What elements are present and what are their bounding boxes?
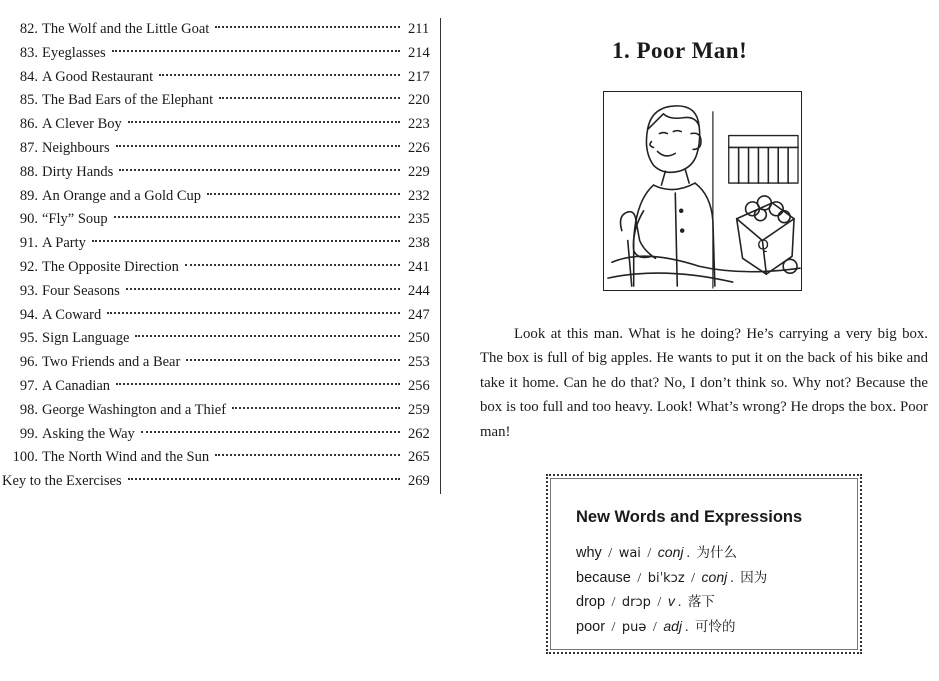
toc-row xyxy=(0,327,440,351)
toc-title: George Washington and a Thief xyxy=(42,401,227,418)
toc-leader-dots xyxy=(116,145,400,147)
toc-title: A Good Restaurant xyxy=(42,68,154,85)
vocab-separator: / xyxy=(643,546,655,561)
toc-leader-dots xyxy=(128,121,400,123)
lesson-illustration xyxy=(603,91,802,291)
toc-number: 83. xyxy=(19,44,38,61)
toc-row xyxy=(0,185,440,209)
toc-row xyxy=(0,66,440,90)
toc-page-number: 235 xyxy=(408,211,430,228)
toc-leader-dots xyxy=(207,193,400,195)
vocab-separator: / xyxy=(633,570,645,586)
toc-page-number: 220 xyxy=(408,92,430,109)
vocab-box xyxy=(546,474,862,654)
toc-row xyxy=(0,351,440,375)
toc-number: 91. xyxy=(19,235,38,252)
toc-page-number: 247 xyxy=(408,306,430,323)
toc-number: 93. xyxy=(19,282,38,299)
toc-page-number: 253 xyxy=(408,354,430,371)
toc-title: “Fly” Soup xyxy=(42,211,108,228)
toc-row xyxy=(0,232,440,256)
man-carrying-apple-box-illustration xyxy=(604,92,801,290)
toc-number: 94. xyxy=(19,306,38,323)
toc-page-number: 211 xyxy=(408,21,430,37)
toc-page-number: 217 xyxy=(408,68,430,85)
toc-leader-dots xyxy=(141,431,400,433)
vocab-part-of-speech: conj xyxy=(701,568,728,585)
toc-row xyxy=(0,446,440,470)
lesson-body-text: Look at this man. What is he doing? He’s carrying a very big box. The box is full of big apples. He wants to put it on the back of his bike and take it home. Can he do that? No, I don’t think so. Why not? Because the box is too full and too heavy. Look! What’s wrong? He drops the box. Poor man! xyxy=(480,326,928,440)
toc-number: 95. xyxy=(19,330,38,347)
toc-title: Four Seasons xyxy=(42,282,120,299)
toc-page-number: 238 xyxy=(408,235,430,252)
toc-page-number: 256 xyxy=(408,377,430,394)
toc-leader-dots xyxy=(135,335,400,337)
toc-title: Two Friends and a Bear xyxy=(42,354,181,371)
toc-title: Asking the Way xyxy=(42,425,135,442)
toc-title: The North Wind and the Sun xyxy=(42,449,210,466)
vocab-phonetic: drɔp xyxy=(621,595,651,610)
vocab-separator: . xyxy=(685,619,692,635)
toc-row xyxy=(0,375,440,399)
toc-page-number: 269 xyxy=(408,473,430,490)
toc-leader-dots xyxy=(107,312,400,314)
toc-number: 82. xyxy=(19,21,38,37)
toc-leader-dots xyxy=(92,240,400,242)
toc-page-number: 265 xyxy=(408,449,430,466)
toc-title: Neighbours xyxy=(42,139,110,156)
vocab-word: drop xyxy=(576,594,606,610)
toc-title: Eyeglasses xyxy=(42,44,106,61)
vocab-item xyxy=(576,614,767,639)
vocab-separator: / xyxy=(649,619,661,635)
toc-title: Dirty Hands xyxy=(42,163,114,180)
toc-title: A Coward xyxy=(42,306,102,323)
toc-number: 85. xyxy=(19,92,38,109)
toc-number: 97. xyxy=(19,377,38,394)
toc-number: 96. xyxy=(19,354,38,371)
vocab-separator: . xyxy=(730,570,738,586)
vocab-phonetic: puə xyxy=(621,619,647,635)
toc-row xyxy=(0,113,440,137)
vocab-meaning: 因为 xyxy=(740,569,768,586)
toc-number: 87. xyxy=(19,139,38,156)
vocab-separator: / xyxy=(608,619,619,635)
toc-number: 90. xyxy=(19,211,38,228)
box-letter: Q xyxy=(757,237,769,254)
vocab-phonetic: wai xyxy=(618,546,641,561)
toc-leader-dots xyxy=(232,407,400,409)
vocab-part-of-speech: v xyxy=(667,593,675,609)
toc-page-number: 259 xyxy=(408,401,430,418)
toc-number: 86. xyxy=(19,116,38,133)
lesson-title: 1. Poor Man! xyxy=(612,38,748,63)
toc-page-number: 229 xyxy=(408,163,430,180)
toc-row xyxy=(0,256,440,280)
toc-leader-dots xyxy=(215,454,400,456)
toc-row xyxy=(0,42,440,66)
toc-title: Key to the Exercises xyxy=(2,473,122,490)
toc-number: 89. xyxy=(19,187,38,204)
vocab-part-of-speech: conj xyxy=(657,544,684,560)
toc-title: A Clever Boy xyxy=(42,116,122,133)
toc-number: 88. xyxy=(19,163,38,180)
toc-leader-dots xyxy=(116,383,400,385)
toc-leader-dots xyxy=(159,74,400,76)
toc-row xyxy=(0,423,440,447)
toc-number: 84. xyxy=(19,68,38,85)
toc-leader-dots xyxy=(128,478,400,480)
vocab-separator: / xyxy=(687,570,699,586)
toc-row xyxy=(0,89,440,113)
toc-page-number: 214 xyxy=(408,44,430,61)
vocab-separator: / xyxy=(608,595,619,610)
vocab-part-of-speech: adj xyxy=(663,617,682,634)
toc-title: Sign Language xyxy=(42,330,130,347)
toc-row-key xyxy=(0,470,440,494)
vocab-meaning: 落下 xyxy=(687,594,715,610)
vocab-item xyxy=(576,565,767,590)
toc-page-number: 241 xyxy=(408,258,430,275)
toc-page-number: 244 xyxy=(408,282,430,299)
toc-leader-dots xyxy=(219,97,400,99)
toc-title: The Bad Ears of the Elephant xyxy=(42,92,214,109)
toc-title: A Party xyxy=(42,235,86,252)
toc-title: A Canadian xyxy=(42,377,111,394)
vocab-word: because xyxy=(576,569,631,586)
toc-page-number: 226 xyxy=(408,139,430,156)
toc-page-number: 232 xyxy=(408,187,430,204)
vocab-word: poor xyxy=(576,618,606,635)
vocab-item xyxy=(576,540,767,565)
vocab-phonetic: biˈkɔz xyxy=(647,570,685,586)
vocab-list xyxy=(576,540,767,638)
vocab-heading: New Words and Expressions xyxy=(576,508,803,526)
toc-number: 98. xyxy=(19,401,38,418)
vocab-separator: . xyxy=(677,595,685,610)
toc-leader-dots xyxy=(185,264,400,266)
toc-page-number: 223 xyxy=(408,116,430,133)
toc-number: 99. xyxy=(19,425,38,442)
vocab-meaning: 可怜的 xyxy=(695,618,736,635)
toc-row xyxy=(0,161,440,185)
vocab-separator: . xyxy=(686,546,694,561)
toc-leader-dots xyxy=(126,288,400,290)
toc-number: 100. xyxy=(12,449,38,466)
toc-row xyxy=(0,304,440,328)
table-of-contents xyxy=(0,18,441,494)
toc-title: The Opposite Direction xyxy=(42,258,179,275)
toc-title: An Orange and a Gold Cup xyxy=(42,187,202,204)
toc-row xyxy=(0,399,440,423)
toc-number: 92. xyxy=(19,258,38,275)
vocab-meaning: 为什么 xyxy=(696,545,737,561)
toc-row xyxy=(0,18,440,42)
toc-row xyxy=(0,280,440,304)
vocab-separator: / xyxy=(604,546,616,561)
toc-page-number: 262 xyxy=(408,425,430,442)
toc-leader-dots xyxy=(215,26,400,28)
toc-leader-dots xyxy=(114,216,400,218)
toc-leader-dots xyxy=(119,169,400,171)
toc-row xyxy=(0,208,440,232)
toc-title: The Wolf and the Little Goat xyxy=(42,21,210,37)
toc-leader-dots xyxy=(112,50,400,52)
toc-row xyxy=(0,137,440,161)
vocab-separator: / xyxy=(653,595,665,610)
vocab-item xyxy=(576,589,767,614)
toc-leader-dots xyxy=(186,359,400,361)
vocab-word: why xyxy=(576,545,602,561)
toc-page-number: 250 xyxy=(408,330,430,347)
